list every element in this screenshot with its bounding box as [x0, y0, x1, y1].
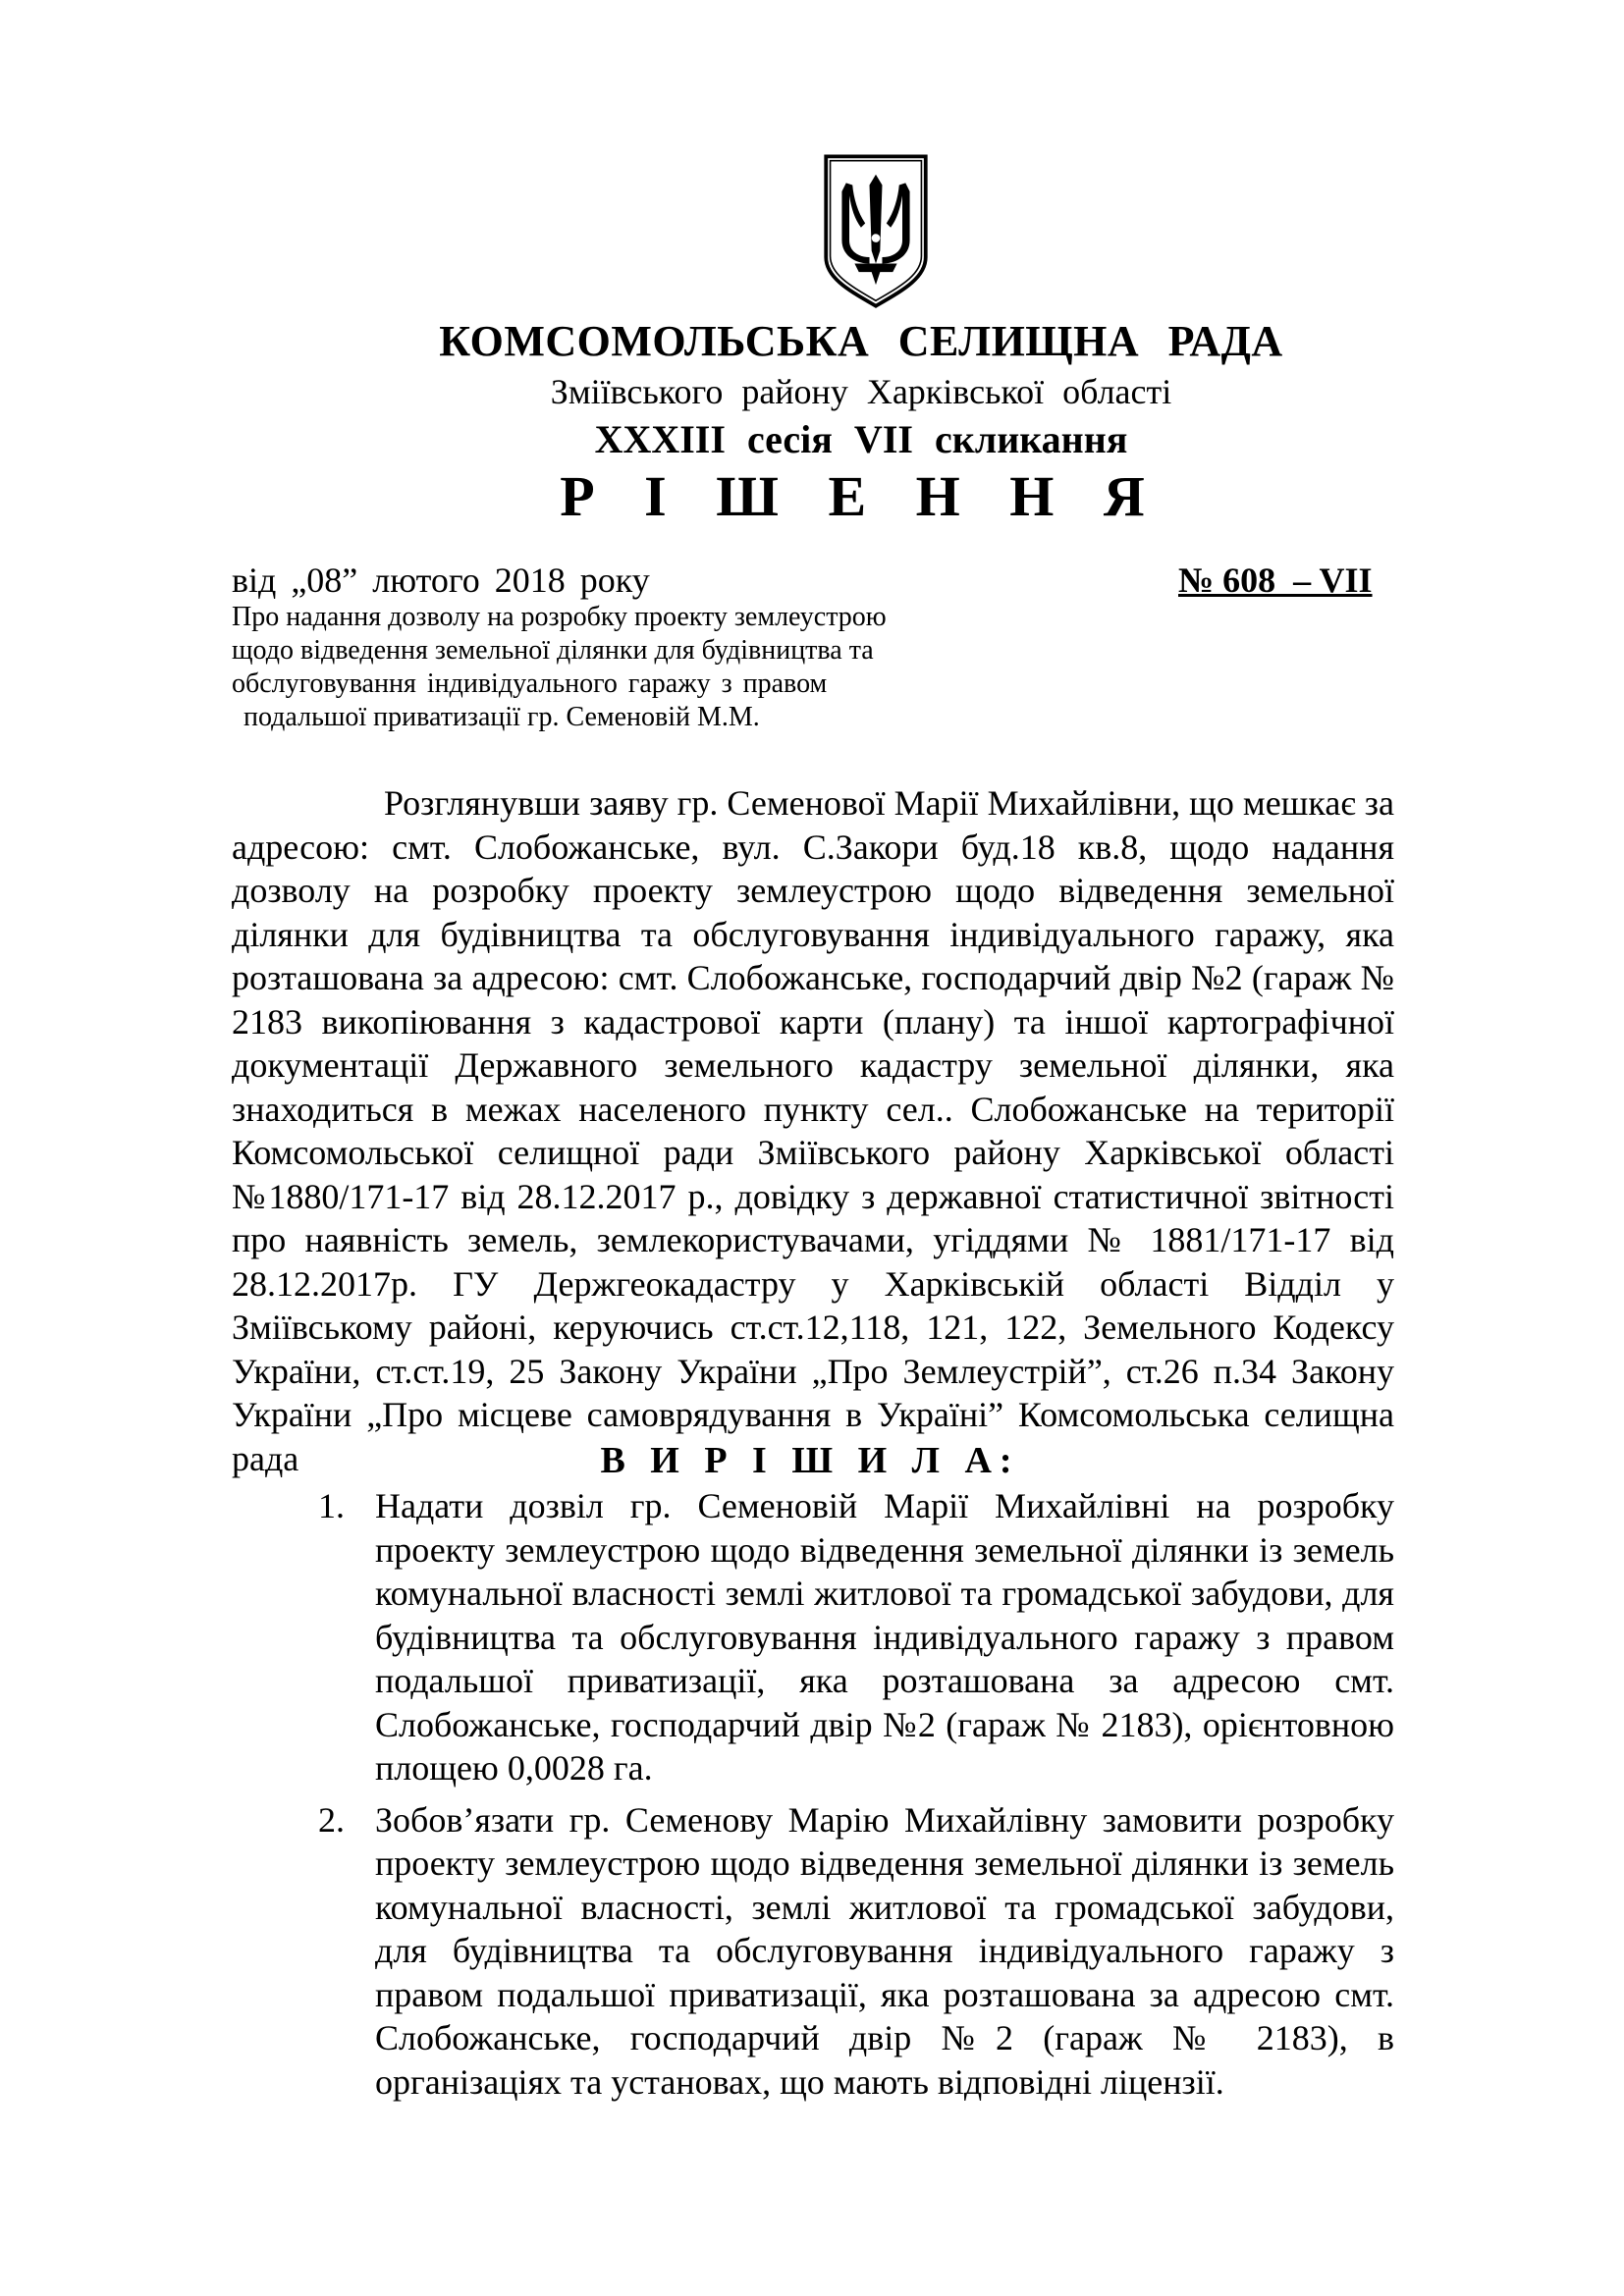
resolution-item [318, 1798, 1394, 2105]
decision-date: від „08” лютого 2018 року [232, 561, 650, 600]
resolution-items [318, 1484, 1394, 2111]
item-text: Надати дозвіл гр. Семеновій Марії Михайлівні на розробку проекту землеустрою щодо відведення земельної ділянки із земель комунальної власності землі житлової та громадської забудови, для будівництва та обслуговування індивідуального гаражу з правом подальшої приватизації, яка розташована за адресою смт. Слобожанське, господарчий двір №2 (гараж № 2183), орієнтовною площею 0,0028 га. [375, 1486, 1394, 1788]
subject-line: подальшої приватизації гр. Семеновій М.М. [244, 702, 760, 732]
resolved-heading: В И Р І Ш И Л А: [600, 1440, 1020, 1481]
decision-subject [232, 601, 978, 734]
subject-line: обслуговування індивідуального гаражу з правом [232, 668, 828, 699]
trident-coat-of-arms-icon [823, 153, 929, 308]
resolution-item [318, 1484, 1394, 1790]
session-title: XXXIII сесія VII скликання [594, 417, 1128, 461]
subject-line: Про надання дозволу на розробку проекту землеустрою [232, 602, 887, 632]
item-number: 1. [318, 1486, 345, 1525]
item-number: 2. [318, 1799, 345, 1840]
item-text: Зобов’язати гр. Семенову Марію Михайлівну замовити розробку проекту землеустрою щодо відведення земельної ділянки із земель комунальної власності, землі житлової та громадської забудови, для будівництва та обслуговування індивідуального гаражу з правом подальшої приватизації, яка розташована за адресою смт. Слобожанське, господарчий двір №2 (гараж № 2183), в організаціях та установах, що мають відповідні ліцензії. [375, 1799, 1394, 2102]
preamble-section [232, 781, 1394, 1480]
decision-number: № 608 – VII [1178, 561, 1373, 600]
district-name: Зміївського району Харківської області [550, 372, 1172, 411]
document-type-title: Р І Ш Е Н Н Я [560, 464, 1163, 528]
subject-line: щодо відведення земельної ділянки для будівництва та [232, 635, 874, 666]
council-name: КОМСОМОЛЬСЬКА СЕЛИЩНА РАДА [439, 317, 1283, 365]
preamble-paragraph: Розглянувши заяву гр. Семенової Марії Михайлівни, що мешкає за адресою: смт. Слобожанське, вул. С.Закори буд.18 кв.8, щодо надання дозволу на розробку проекту землеустрою щодо відведення земельної ділянки для будівництва та обслуговування індивідуального гаражу, яка розташована за адресою: смт. Слобожанське, господарчий двір №2 (гараж № 2183 викопіювання з кадастрової карти (плану) та іншої картографічної документації Державного земельного кадастру земельної ділянки, яка знаходиться в межах населеного пункту сел.. Слобожанське на території Комсомольської селищної ради Зміївського району Харківської області №1880/171-17 від 28.12.2017 р., довідку з державної статистичної звітності про наявність земель, землекористувачами, угіддями № 1881/171-17 від 28.12.2017р. ГУ Держгеокадастру у Харківській області Відділ у Зміївському районі, керуючись ст.ст.12,118, 121, 122, Земельного Кодексу України, ст.ст.19, 25 Закону України „Про Землеустрій”, ст.26 п.34 Закону України „Про місцеве самоврядування в Україні” Комсомольська селищна рада [232, 783, 1394, 1478]
